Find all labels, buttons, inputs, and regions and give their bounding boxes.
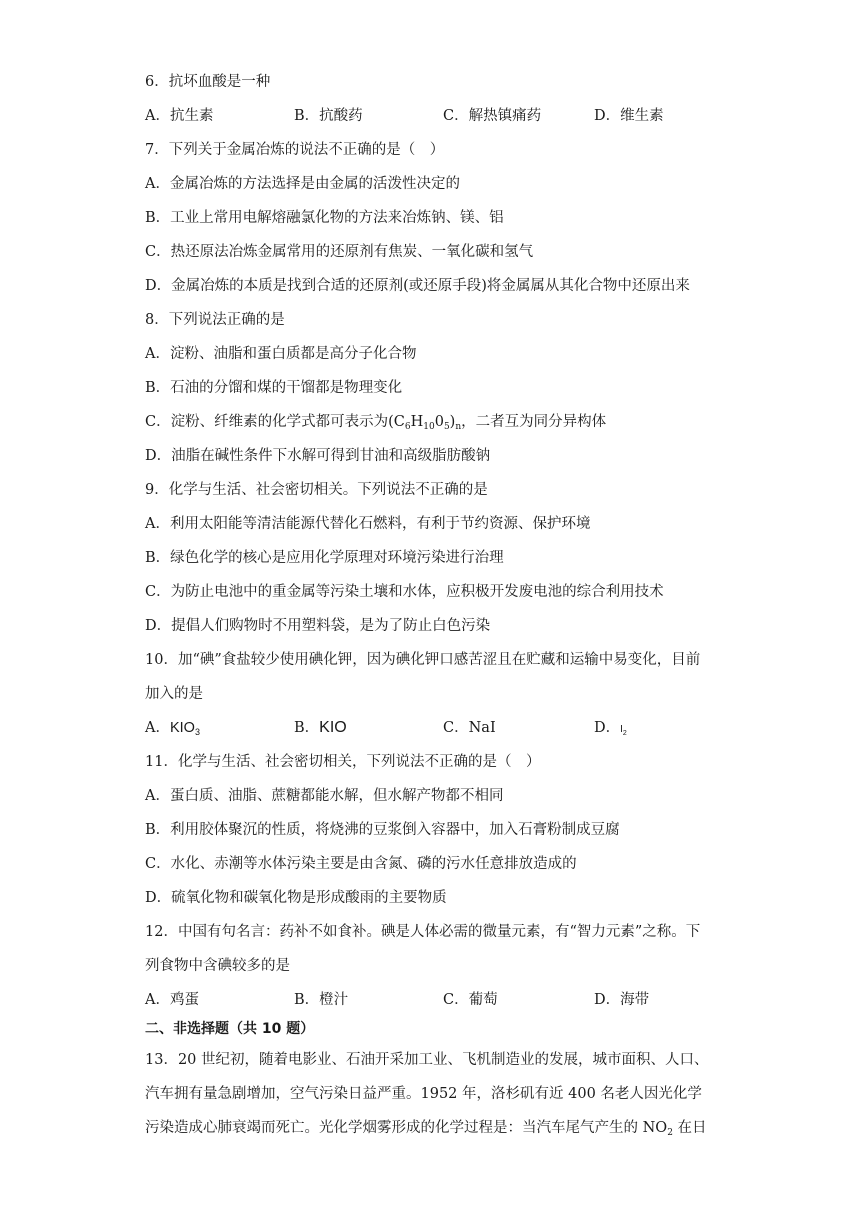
- q8-c-sub-5: 5: [443, 422, 450, 432]
- q10-option-b: [294, 718, 347, 738]
- q10-a-formula: KIO: [169, 720, 195, 736]
- q9-option-a: A．利用太阳能等清洁能源代替化石燃料，有利于节约资源、保护环境: [145, 516, 591, 532]
- q13-line3-pre: 污染造成心肺衰竭而死亡。光化学烟雾形成的化学过程是：当汽车尾气产生的 NO: [145, 1120, 668, 1136]
- q8-option-d: D．油脂在碱性条件下水解可得到甘油和高级脂肪酸钠: [145, 448, 491, 464]
- q13-line3: [145, 1118, 707, 1138]
- q6-option-c: C．解热镇痛药: [443, 108, 542, 124]
- q8-option-c: [145, 412, 606, 432]
- q11-option-b: B．利用胶体聚沉的性质，将烧沸的豆浆倒入容器中，加入石膏粉制成豆腐: [145, 822, 620, 838]
- q10-b-formula: KIO: [319, 719, 347, 736]
- q12-option-b: B．橙汁: [294, 992, 349, 1008]
- q11-option-c: C．水化、赤潮等水体污染主要是由含氮、磷的污水任意排放造成的: [145, 856, 577, 872]
- q10-option-d: [594, 718, 627, 740]
- q6-stem: 6．抗坏血酸是一种: [145, 74, 271, 90]
- q10-a-label: A．: [145, 720, 170, 736]
- q10-c-label: C．: [443, 720, 469, 736]
- q6-option-a: A．抗生素: [145, 108, 214, 124]
- q10-d-sub: 2: [622, 730, 627, 737]
- q7-option-c: C．热还原法冶炼金属常用的还原剂有焦炭、一氧化碳和氢气: [145, 244, 534, 260]
- q10-option-c: [443, 718, 496, 738]
- q12-option-a: A．鸡蛋: [145, 992, 199, 1008]
- q8-stem: 8．下列说法正确的是: [145, 312, 285, 328]
- q9-stem: 9．化学与生活、社会密切相关。下列说法不正确的是: [145, 482, 488, 498]
- q8-c-close: ): [449, 414, 456, 430]
- q7-option-b: B．工业上常用电解熔融氯化物的方法来冶炼钠、镁、铝: [145, 210, 504, 226]
- q10-stem-line1: 10．加“碘”食盐较少使用碘化钾，因为碘化钾口感苦涩且在贮藏和运输中易变化，目前: [145, 652, 701, 668]
- q13-line3-post: 在日: [672, 1120, 707, 1136]
- q11-option-a: A．蛋白质、油脂、蔗糖都能水解，但水解产物都不相同: [145, 788, 504, 804]
- section-title: 二、非选择题（共 10 题）: [145, 1021, 315, 1037]
- q8-c-text-pre: C．淀粉、纤维素的化学式都可表示为(C: [145, 414, 405, 430]
- q8-c-text-post: ，二者互为同分异构体: [461, 414, 607, 430]
- q12-stem-line1: 12．中国有句名言：药补不如食补。碘是人体必需的微量元素，有“智力元素”之称。下: [145, 924, 701, 940]
- q13-line2: 汽车拥有量急剧增加，空气污染日益严重。1952 年，洛杉矶有近 400 名老人因光化学: [145, 1086, 702, 1102]
- q8-c-h: H: [410, 414, 424, 430]
- q7-stem: 7．下列关于金属冶炼的说法不正确的是（ ）: [145, 142, 445, 158]
- q13-line1: 13．20 世纪初，随着电影业、石油开采加工业、飞机制造业的发展，城市面积、人口、: [145, 1052, 709, 1068]
- q11-option-d: D．硫氧化物和碳氧化物是形成酸雨的主要物质: [145, 890, 447, 906]
- q6-option-b: B．抗酸药: [294, 108, 363, 124]
- q8-c-o: 0: [434, 414, 444, 430]
- q10-a-sub: 3: [194, 727, 200, 737]
- q10-option-a: [145, 718, 200, 738]
- q8-c-sub-10: 10: [423, 422, 435, 432]
- q10-d-formula: I: [620, 724, 623, 735]
- q8-c-sub-6: 6: [404, 422, 411, 432]
- q8-c-sub-n: n: [455, 422, 462, 432]
- q9-option-b: B．绿色化学的核心是应用化学原理对环境污染进行治理: [145, 550, 504, 566]
- q12-option-d: D．海带: [594, 992, 650, 1008]
- q10-d-label: D．: [594, 720, 621, 736]
- q10-b-label: B．: [294, 720, 320, 736]
- q8-option-b: B．石油的分馏和煤的干馏都是物理变化: [145, 380, 403, 396]
- q10-c-formula: NaI: [468, 720, 496, 736]
- q12-stem-line2: 列食物中含碘较多的是: [145, 958, 290, 974]
- q7-option-d: D．金属冶炼的本质是找到合适的还原剂(或还原手段)将金属属从其化合物中还原出来: [145, 278, 690, 294]
- q7-option-a: A．金属冶炼的方法选择是由金属的活泼性决定的: [145, 176, 460, 192]
- q10-stem-line2: 加入的是: [145, 686, 203, 702]
- q11-stem: 11．化学与生活、社会密切相关，下列说法不正确的是（ ）: [145, 754, 541, 770]
- q13-line3-sub: 2: [667, 1128, 673, 1138]
- q9-option-d: D．提倡人们购物时不用塑料袋，是为了防止白色污染: [145, 618, 491, 634]
- q8-option-a: A．淀粉、油脂和蛋白质都是高分子化合物: [145, 346, 417, 362]
- q6-option-d: D．维生素: [594, 108, 664, 124]
- q12-option-c: C．葡萄: [443, 992, 498, 1008]
- q9-option-c: C．为防止电池中的重金属等污染土壤和水体，应积极开发废电池的综合利用技术: [145, 584, 664, 600]
